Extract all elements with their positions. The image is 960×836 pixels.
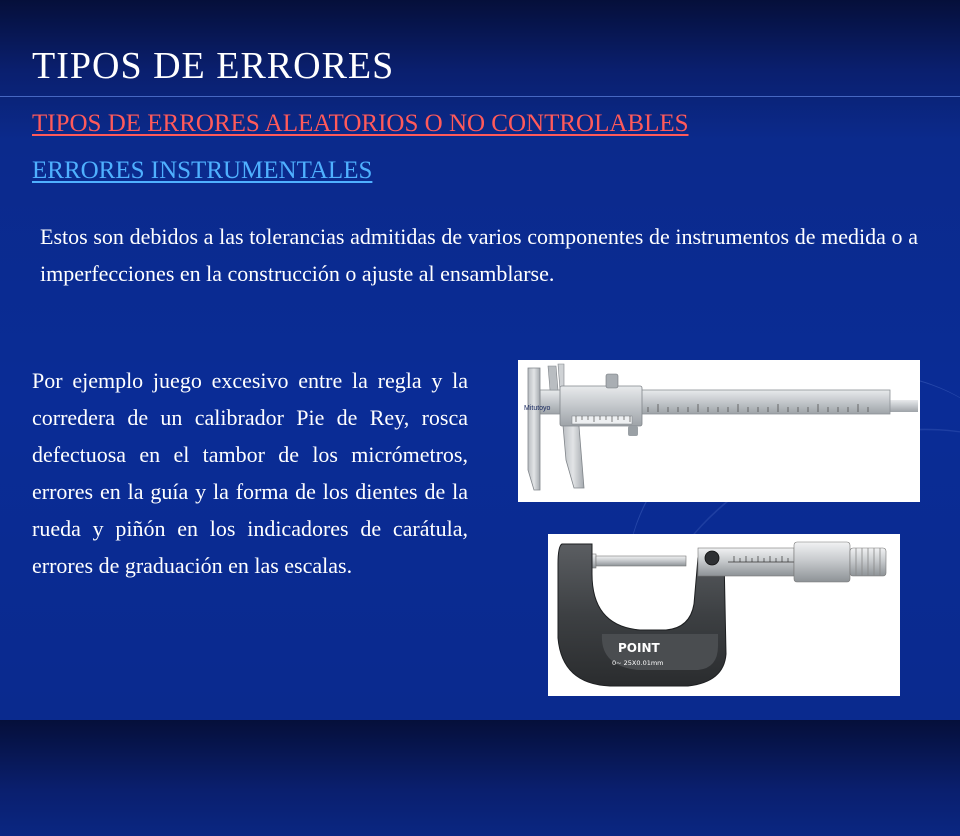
- title-divider: [0, 96, 960, 97]
- subtitle-instrumental-errors: ERRORES INSTRUMENTALES: [32, 157, 373, 184]
- intro-paragraph: Estos son debidos a las tolerancias admitidas de varios componentes de instrumentos de medida o a imperfecciones en la construcción o ajuste al ensamblarse.: [40, 224, 918, 286]
- micrometer-range-label: 0~ 25X0.01mm: [612, 659, 664, 667]
- slide-title: TIPOS DE ERRORES: [32, 45, 395, 87]
- micrometer-brand-label: POINT: [618, 641, 660, 655]
- caliper-brand-label: Mitutoyo: [524, 405, 551, 412]
- subtitle-random-errors: TIPOS DE ERRORES ALEATORIOS O NO CONTROLABLES: [32, 110, 689, 137]
- micrometer-image: [548, 534, 900, 696]
- caliper-image: [518, 360, 920, 502]
- example-paragraph: Por ejemplo juego excesivo entre la regla y la corredera de un calibrador Pie de Rey, rosca defectuosa en el tambor de los micrómetros, errores en la guía y la forma de los dientes de la rueda y piñón en los indicadores de carátula, errores de graduación en las escalas.: [32, 368, 468, 578]
